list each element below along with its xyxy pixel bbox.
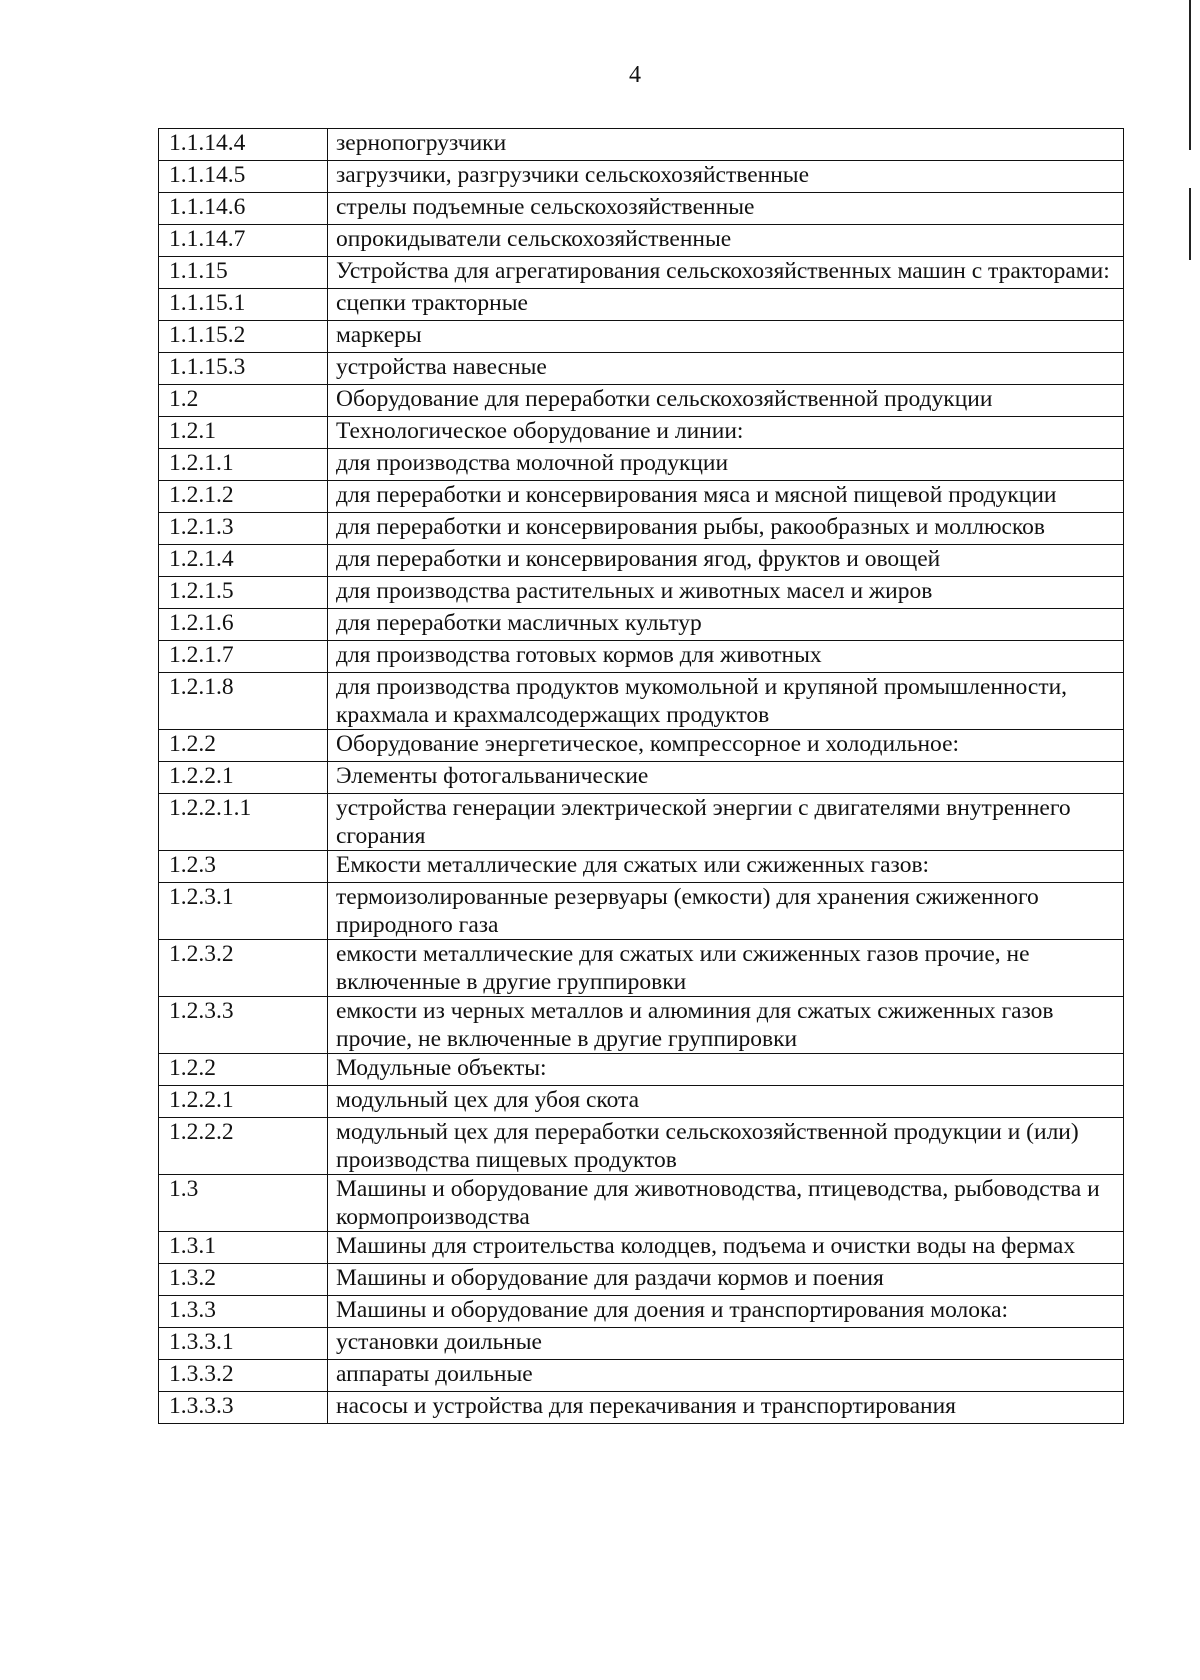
row-description: модульный цех для переработки сельскохозяйственной продукции и (или) производства пищевых продуктов bbox=[328, 1118, 1124, 1175]
row-code: 1.1.14.6 bbox=[159, 193, 328, 225]
row-description: емкости металлические для сжатых или сжиженных газов прочие, не включенные в другие группировки bbox=[328, 940, 1124, 997]
table-row bbox=[159, 940, 1124, 997]
row-description: Машины и оборудование для раздачи кормов и поения bbox=[328, 1264, 1124, 1296]
row-description: Оборудование энергетическое, компрессорное и холодильное: bbox=[328, 730, 1124, 762]
row-description: устройства генерации электрической энергии с двигателями внутреннего сгорания bbox=[328, 794, 1124, 851]
row-description: аппараты доильные bbox=[328, 1360, 1124, 1392]
row-code: 1.3.3.3 bbox=[159, 1392, 328, 1424]
row-code: 1.2.3.3 bbox=[159, 997, 328, 1054]
table-row bbox=[159, 794, 1124, 851]
row-code: 1.2.1.5 bbox=[159, 577, 328, 609]
table-row bbox=[159, 193, 1124, 225]
row-code: 1.1.14.4 bbox=[159, 129, 328, 161]
table-row bbox=[159, 1054, 1124, 1086]
table-row bbox=[159, 129, 1124, 161]
table-row bbox=[159, 385, 1124, 417]
table-row bbox=[159, 851, 1124, 883]
row-code: 1.1.15.1 bbox=[159, 289, 328, 321]
classification-table-wrapper bbox=[158, 128, 1124, 1424]
row-description: для переработки и консервирования мяса и мясной пищевой продукции bbox=[328, 481, 1124, 513]
row-description: емкости из черных металлов и алюминия для сжатых сжиженных газов прочие, не включенные в другие группировки bbox=[328, 997, 1124, 1054]
table-row bbox=[159, 730, 1124, 762]
row-code: 1.3.3 bbox=[159, 1296, 328, 1328]
row-code: 1.3.3.2 bbox=[159, 1360, 328, 1392]
classification-table-body bbox=[159, 129, 1124, 1424]
row-code: 1.2.3.1 bbox=[159, 883, 328, 940]
table-row bbox=[159, 1118, 1124, 1175]
row-description: зернопогрузчики bbox=[328, 129, 1124, 161]
row-code: 1.2.2 bbox=[159, 1054, 328, 1086]
row-description: для производства молочной продукции bbox=[328, 449, 1124, 481]
scan-edge-mark bbox=[1189, 188, 1191, 260]
row-code: 1.1.14.5 bbox=[159, 161, 328, 193]
scan-edge-mark bbox=[1189, 0, 1191, 150]
row-code: 1.3.1 bbox=[159, 1232, 328, 1264]
row-code: 1.2 bbox=[159, 385, 328, 417]
table-row bbox=[159, 353, 1124, 385]
classification-table bbox=[158, 128, 1124, 1424]
row-code: 1.2.1.7 bbox=[159, 641, 328, 673]
row-code: 1.2.1.2 bbox=[159, 481, 328, 513]
row-description: Машины и оборудование для доения и транспортирования молока: bbox=[328, 1296, 1124, 1328]
page-number: 4 bbox=[629, 62, 641, 88]
row-code: 1.2.2.1 bbox=[159, 1086, 328, 1118]
row-description: для переработки и консервирования рыбы, ракообразных и моллюсков bbox=[328, 513, 1124, 545]
table-row bbox=[159, 641, 1124, 673]
table-row bbox=[159, 257, 1124, 289]
table-row bbox=[159, 513, 1124, 545]
row-code: 1.2.2 bbox=[159, 730, 328, 762]
row-code: 1.2.2.1 bbox=[159, 762, 328, 794]
row-description: Оборудование для переработки сельскохозяйственной продукции bbox=[328, 385, 1124, 417]
row-description: Машины и оборудование для животноводства, птицеводства, рыбоводства и кормопроизводства bbox=[328, 1175, 1124, 1232]
row-code: 1.1.15.2 bbox=[159, 321, 328, 353]
row-code: 1.3 bbox=[159, 1175, 328, 1232]
table-row bbox=[159, 1296, 1124, 1328]
table-row bbox=[159, 481, 1124, 513]
table-row bbox=[159, 1328, 1124, 1360]
row-code: 1.2.1 bbox=[159, 417, 328, 449]
row-code: 1.2.3.2 bbox=[159, 940, 328, 997]
table-row bbox=[159, 997, 1124, 1054]
table-row bbox=[159, 1392, 1124, 1424]
row-code: 1.3.2 bbox=[159, 1264, 328, 1296]
row-description: опрокидыватели сельскохозяйственные bbox=[328, 225, 1124, 257]
table-row bbox=[159, 1360, 1124, 1392]
row-description: для производства готовых кормов для животных bbox=[328, 641, 1124, 673]
table-row bbox=[159, 1264, 1124, 1296]
row-description: модульный цех для убоя скота bbox=[328, 1086, 1124, 1118]
table-row bbox=[159, 449, 1124, 481]
table-row bbox=[159, 762, 1124, 794]
table-row bbox=[159, 1232, 1124, 1264]
table-row bbox=[159, 161, 1124, 193]
table-row bbox=[159, 1175, 1124, 1232]
row-description: насосы и устройства для перекачивания и транспортирования bbox=[328, 1392, 1124, 1424]
row-code: 1.2.1.4 bbox=[159, 545, 328, 577]
row-description: устройства навесные bbox=[328, 353, 1124, 385]
row-description: Модульные объекты: bbox=[328, 1054, 1124, 1086]
table-row bbox=[159, 225, 1124, 257]
row-description: для производства растительных и животных масел и жиров bbox=[328, 577, 1124, 609]
row-description: для производства продуктов мукомольной и крупяной промышленности, крахмала и крахмалсодержащих продуктов bbox=[328, 673, 1124, 730]
row-description: маркеры bbox=[328, 321, 1124, 353]
row-description: для переработки и консервирования ягод, фруктов и овощей bbox=[328, 545, 1124, 577]
row-code: 1.2.1.6 bbox=[159, 609, 328, 641]
row-description: Технологическое оборудование и линии: bbox=[328, 417, 1124, 449]
row-description: Емкости металлические для сжатых или сжиженных газов: bbox=[328, 851, 1124, 883]
row-code: 1.2.2.2 bbox=[159, 1118, 328, 1175]
row-code: 1.2.2.1.1 bbox=[159, 794, 328, 851]
row-code: 1.3.3.1 bbox=[159, 1328, 328, 1360]
table-row bbox=[159, 1086, 1124, 1118]
row-description: термоизолированные резервуары (емкости) для хранения сжиженного природного газа bbox=[328, 883, 1124, 940]
row-description: Машины для строительства колодцев, подъема и очистки воды на фермах bbox=[328, 1232, 1124, 1264]
row-description: сцепки тракторные bbox=[328, 289, 1124, 321]
row-description: Элементы фотогальванические bbox=[328, 762, 1124, 794]
table-row bbox=[159, 883, 1124, 940]
row-description: загрузчики, разгрузчики сельскохозяйственные bbox=[328, 161, 1124, 193]
row-description: стрелы подъемные сельскохозяйственные bbox=[328, 193, 1124, 225]
row-code: 1.1.15 bbox=[159, 257, 328, 289]
row-code: 1.2.1.3 bbox=[159, 513, 328, 545]
row-code: 1.2.1.1 bbox=[159, 449, 328, 481]
row-code: 1.1.15.3 bbox=[159, 353, 328, 385]
table-row bbox=[159, 673, 1124, 730]
table-row bbox=[159, 289, 1124, 321]
table-row bbox=[159, 321, 1124, 353]
row-code: 1.1.14.7 bbox=[159, 225, 328, 257]
row-description: для переработки масличных культур bbox=[328, 609, 1124, 641]
table-row bbox=[159, 545, 1124, 577]
table-row bbox=[159, 577, 1124, 609]
table-row bbox=[159, 609, 1124, 641]
row-code: 1.2.3 bbox=[159, 851, 328, 883]
row-description: установки доильные bbox=[328, 1328, 1124, 1360]
row-code: 1.2.1.8 bbox=[159, 673, 328, 730]
table-row bbox=[159, 417, 1124, 449]
row-description: Устройства для агрегатирования сельскохозяйственных машин с тракторами: bbox=[328, 257, 1124, 289]
